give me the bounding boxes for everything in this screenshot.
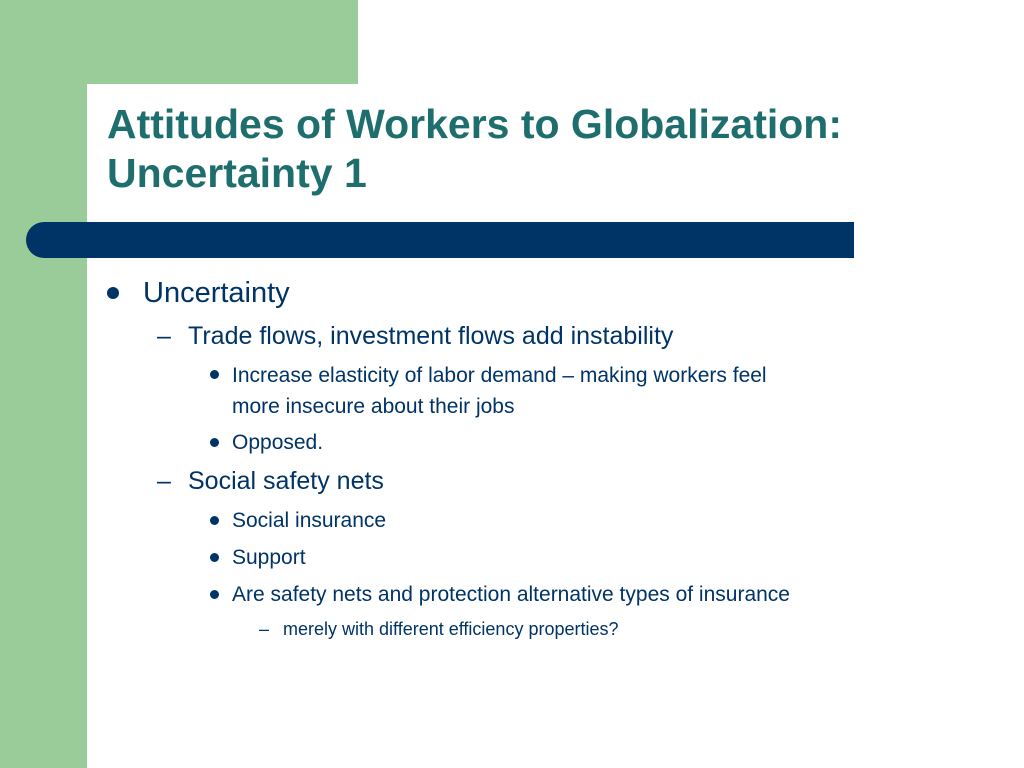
bullet-safety-nets: Social safety nets [188,467,384,495]
bullet-elasticity-line2: more insecure about their jobs [232,395,515,418]
bullet-dot-icon [210,516,219,525]
green-top-band [0,0,358,84]
bullet-support: Support [232,546,306,569]
bullet-dot-icon [107,287,119,299]
bullet-elasticity-line1: Increase elasticity of labor demand – making workers feel [232,364,767,387]
bullet-alternative-insurance: Are safety nets and protection alternative types of insurance [232,583,790,606]
green-side-band [0,0,87,768]
bullet-uncertainty: Uncertainty [143,277,290,309]
bullet-social-insurance: Social insurance [232,509,387,532]
dash-icon: – [157,322,171,350]
bullet-efficiency-properties: merely with different efficiency properties? [283,619,619,639]
bullet-dot-icon [210,590,219,599]
bullet-dot-icon [210,370,219,379]
bullet-trade-flows: Trade flows, investment flows add instability [188,322,674,350]
dash-icon: – [157,467,171,495]
dash-icon: – [259,619,270,639]
bullet-opposed: Opposed. [232,431,324,454]
title-line-1: Attitudes of Workers to Globalization: [107,101,842,147]
bullet-dot-icon [210,438,219,447]
title-line-2: Uncertainty 1 [107,150,367,196]
bullet-dot-icon [210,553,219,562]
title-underline-bar [26,222,854,258]
slide-title [107,100,1007,198]
